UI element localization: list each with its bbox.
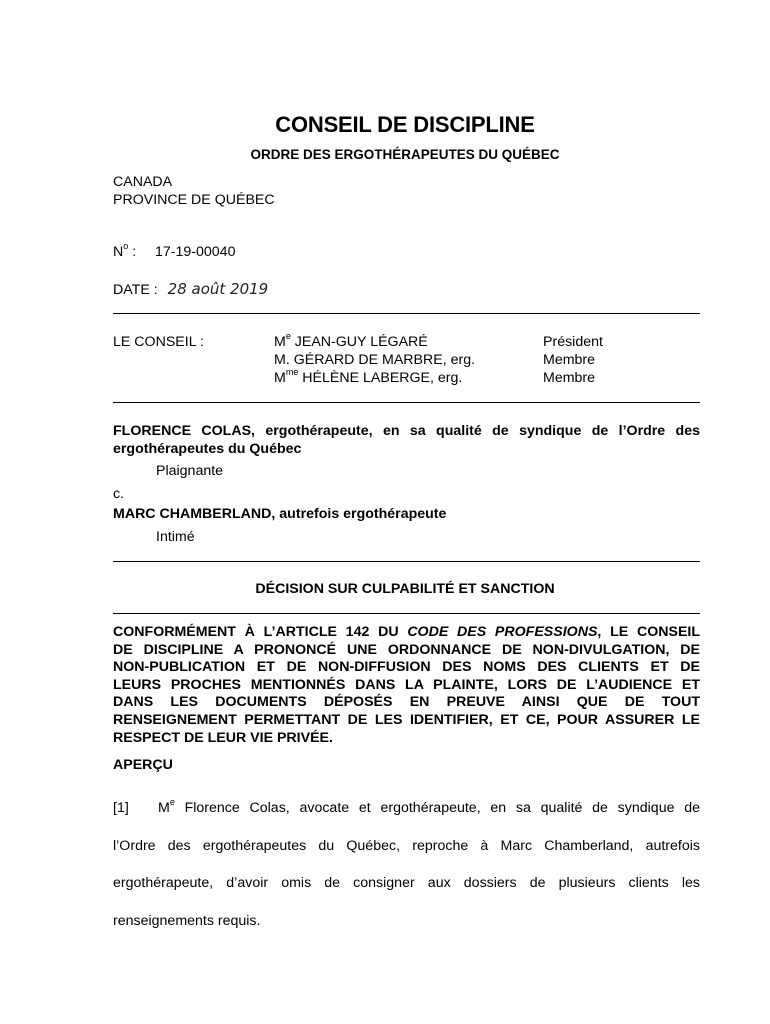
order-line: DANS LES DOCUMENTS DÉPOSÉS EN PREUVE AINSI QUE DE TOUT xyxy=(113,694,700,711)
order-line: CONFORMÉMENT À L’ARTICLE 142 DU CODE DES PROFESSIONS, LE CONSEIL xyxy=(113,624,701,640)
page-title: CONSEIL DE DISCIPLINE xyxy=(275,112,535,137)
page-subtitle: ORDRE DES ERGOTHÉRAPEUTES DU QUÉBEC xyxy=(250,147,560,162)
council-member-role: Membre xyxy=(543,370,596,386)
date-label: DATE : xyxy=(113,282,158,298)
case-number: 17-19-00040 xyxy=(155,244,236,260)
complainant-block xyxy=(113,423,700,458)
council-label: LE CONSEIL : xyxy=(113,334,204,350)
council-member-role: Président xyxy=(543,334,603,350)
paragraph-line: l’Ordre des ergothérapeutes du Québec, reproche à Marc Chamberland, autrefois xyxy=(113,837,700,854)
council-member: $M^{me}$ HÉLÈNE LABERGE, erg. xyxy=(274,367,463,386)
versus: c. xyxy=(113,486,125,502)
order-line: RESPECT DE LEUR VIE PRIVÉE. xyxy=(113,729,333,746)
province: PROVINCE DE QUÉBEC xyxy=(113,192,275,208)
paragraph-number: [1] xyxy=(113,800,129,816)
paragraph-line: Me Florence Colas, avocate et ergothérapeute, en sa qualité de syndique de xyxy=(158,797,700,816)
divider xyxy=(113,402,700,403)
case-number-label: $N^o$ : xyxy=(113,241,137,260)
date-value: 28 août 2019 xyxy=(167,280,269,298)
order-line: NON-PUBLICATION ET DE NON-DIFFUSION DES NOMS DES CLIENTS ET DE xyxy=(113,659,700,676)
council-member: Me JEAN-GUY LÉGARÉ xyxy=(274,331,428,350)
paragraph-line: ergothérapeute, d’avoir omis de consigner aux dossiers de plusieurs clients les xyxy=(113,875,700,891)
section-heading: APERÇU xyxy=(113,757,173,773)
complainant-line: ergothérapeutes du Québec xyxy=(113,440,302,457)
order-line: LEURS PROCHES MENTIONNÉS DANS LA PLAINTE, LORS DE L’AUDIENCE ET xyxy=(113,676,700,693)
paragraph-line: renseignements requis. xyxy=(113,912,261,929)
decision-title: DÉCISION SUR CULPABILITÉ ET SANCTION xyxy=(255,581,555,597)
respondent: MARC CHAMBERLAND, autrefois ergothérapeute xyxy=(113,506,447,522)
complainant-role: Plaignante xyxy=(156,463,224,479)
order-line: DE DISCIPLINE A PRONONCÉ UNE ORDONNANCE DE NON-DIVULGATION, DE xyxy=(113,641,700,658)
divider xyxy=(113,561,700,562)
non-disclosure-order xyxy=(113,624,700,747)
divider xyxy=(113,313,700,314)
date-row xyxy=(113,280,268,299)
council-member-role: Membre xyxy=(543,352,596,368)
country: CANADA xyxy=(113,174,173,190)
paragraph-1 xyxy=(113,799,700,949)
order-line: RENSEIGNEMENT PERMETTANT DE LES IDENTIFIER, ET CE, POUR ASSURER LE xyxy=(113,711,700,728)
respondent-role: Intimé xyxy=(156,529,195,545)
divider xyxy=(113,613,700,614)
council-member: M. GÉRARD DE MARBRE, erg. xyxy=(274,352,476,368)
complainant-line: FLORENCE COLAS, ergothérapeute, en sa qualité de syndique de l’Ordre des xyxy=(113,423,700,439)
